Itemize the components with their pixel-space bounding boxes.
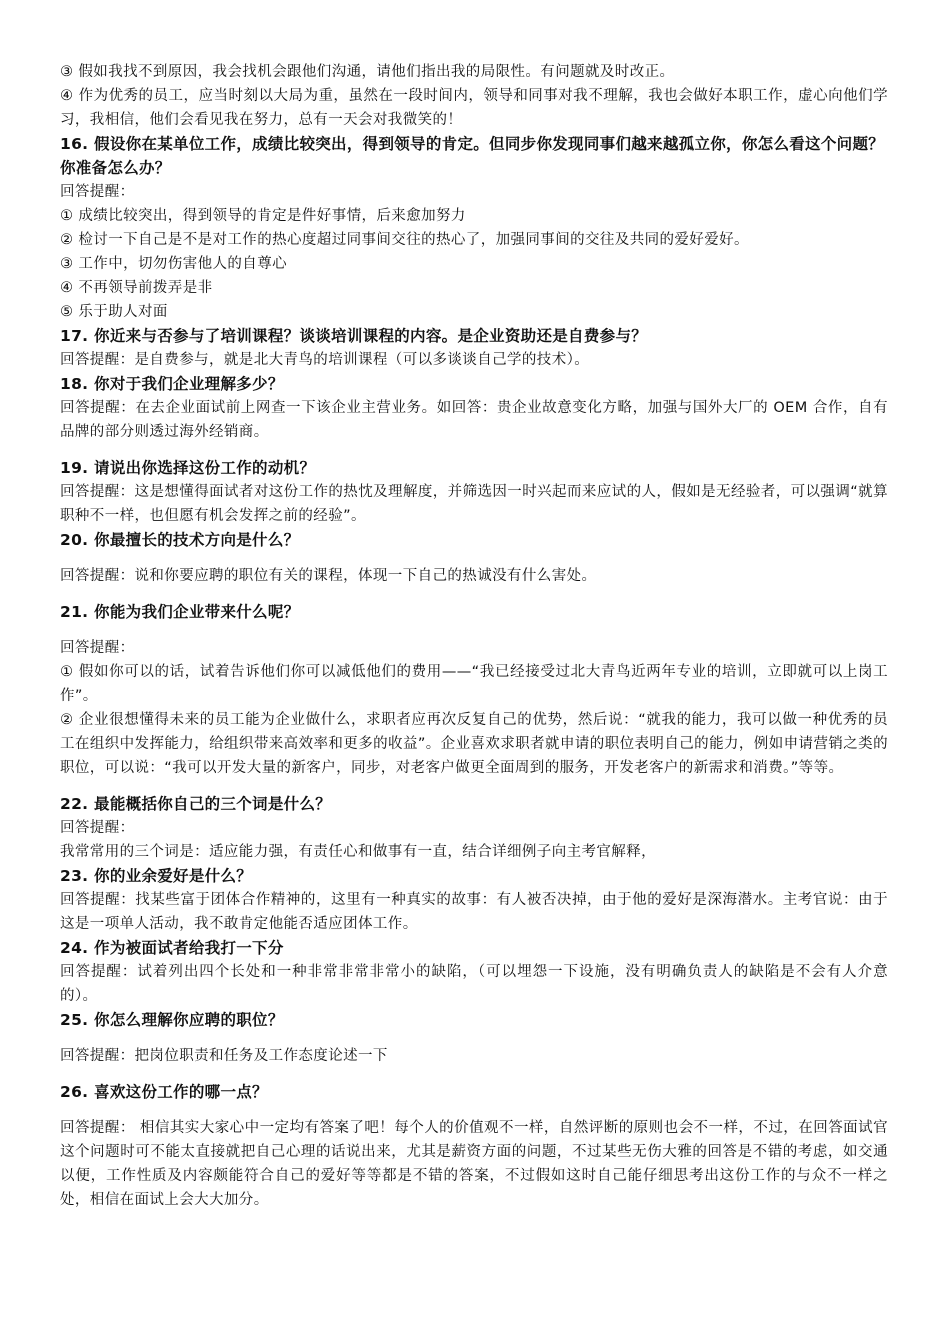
paragraph: 回答提醒： 相信其实大家心中一定均有答案了吧！每个人的价值观不一样，自然评断的原则也会不一样，不过，在回答面试官这个问题时可不能太直接就把自己心理的话说出来，尤其是薪资方面的问题，不过某些无伤大雅的回答是不错的考虑，如交通以便，工作性质及内容颇能符合自己的爱好等等都是不错的答案，不过假如这时自己能仔细思考出这份工作的与众不一样之处，相信在面试上会大大加分。 [60, 1120, 888, 1208]
list-item: ④ 不再领导前拨弄是非 [60, 280, 213, 296]
spacer [60, 1032, 888, 1044]
paragraph: 回答提醒：是自费参与，就是北大青鸟的培训课程（可以多谈谈自己学的技术）。 [60, 352, 590, 368]
list-item: ① 假如你可以的话，试着告诉他们你可以减低他们的费用——“我已经接受过北大青鸟近两年专业的培训，立即就可以上岗工作”。 [60, 664, 888, 704]
paragraph: 回答提醒：把岗位职责和任务及工作态度论述一下 [60, 1048, 388, 1064]
paragraph: 我常常用的三个词是：适应能力强，有责任心和做事有一直，结合详细例子向主考官解释， [60, 844, 656, 860]
paragraph: 回答提醒：在去企业面试前上网查一下该企业主营业务。如回答：贵企业故意变化方略，加强与国外大厂的 OEM 合作，自有品牌的部分则透过海外经销商。 [60, 400, 888, 440]
spacer [60, 624, 888, 636]
spacer [60, 552, 888, 564]
list-item: ⑤ 乐于助人对面 [60, 304, 168, 320]
question-heading: 16. 假设你在某单位工作，成绩比较突出，得到领导的肯定。但同步你发现同事们越来越孤立你，你怎么看这个问题？你准备怎么办？ [60, 135, 885, 177]
list-item: ② 检讨一下自己是不是对工作的热心度超过同事间交往的热心了，加强同事间的交往及共同的爱好爱好。 [60, 232, 749, 248]
question-heading: 19. 请说出你选择这份工作的动机？ [60, 459, 316, 477]
question-heading: 18. 你对于我们企业理解多少？ [60, 375, 284, 393]
question-heading: 24. 作为被面试者给我打一下分 [60, 939, 284, 957]
question-heading: 20. 你最擅长的技术方向是什么？ [60, 531, 300, 549]
answer-hint-label: 回答提醒： [60, 820, 135, 836]
paragraph: 回答提醒：找某些富于团体合作精神的，这里有一种真实的故事：有人被否决掉，由于他的爱好是深海潜水。主考官说：由于这是一项单人活动，我不敢肯定他能否适应团体工作。 [60, 892, 888, 932]
paragraph: ④ 作为优秀的员工，应当时刻以大局为重，虽然在一段时间内，领导和同事对我不理解，我也会做好本职工作，虚心向他们学习，我相信，他们会看见我在努力，总有一天会对我微笑的！ [60, 88, 888, 128]
paragraph: 回答提醒：说和你要应聘的职位有关的课程，体现一下自己的热诚没有什么害处。 [60, 568, 597, 584]
paragraph: 回答提醒：试着列出四个长处和一种非常非常非常小的缺陷，（可以埋怨一下设施，没有明确负责人的缺陷是不会有人介意的）。 [60, 964, 888, 1004]
spacer [60, 588, 888, 600]
list-item: ③ 工作中，切勿伤害他人的自尊心 [60, 256, 288, 272]
spacer [60, 780, 888, 792]
question-heading: 21. 你能为我们企业带来什么呢？ [60, 603, 300, 621]
spacer [60, 1104, 888, 1116]
question-heading: 17. 你近来与否参与了培训课程？谈谈培训课程的内容。是企业资助还是自费参与？ [60, 327, 648, 345]
paragraph: ③ 假如我找不到原因，我会找机会跟他们沟通，请他们指出我的局限性。有问题就及时改正。 [60, 64, 675, 80]
question-heading: 26. 喜欢这份工作的哪一点？ [60, 1083, 268, 1101]
spacer [60, 1068, 888, 1080]
question-heading: 23. 你的业余爱好是什么？ [60, 867, 253, 885]
answer-hint-label: 回答提醒： [60, 640, 135, 656]
question-heading: 25. 你怎么理解你应聘的职位？ [60, 1011, 284, 1029]
answer-hint-label: 回答提醒： [60, 184, 135, 200]
spacer [60, 444, 888, 456]
question-heading: 22. 最能概括你自己的三个词是什么？ [60, 795, 332, 813]
list-item: ② 企业很想懂得未来的员工能为企业做什么，求职者应再次反复自己的优势，然后说：“就我的能力，我可以做一种优秀的员工在组织中发挥能力，给组织带来高效率和更多的收益”。企业喜欢求职者就申请的职位表明自己的能力，例如申请营销之类的职位，可以说：“我可以开发大量的新客户，同步，对老客户做更全面周到的服务，开发老客户的新需求和消费。”等等。 [60, 712, 888, 776]
list-item: ① 成绩比较突出，得到领导的肯定是件好事情，后来愈加努力 [60, 208, 466, 224]
paragraph: 回答提醒：这是想懂得面试者对这份工作的热忱及理解度，并筛选因一时兴起而来应试的人，假如是无经验者，可以强调“就算职种不一样，也但愿有机会发挥之前的经验”。 [60, 484, 888, 524]
